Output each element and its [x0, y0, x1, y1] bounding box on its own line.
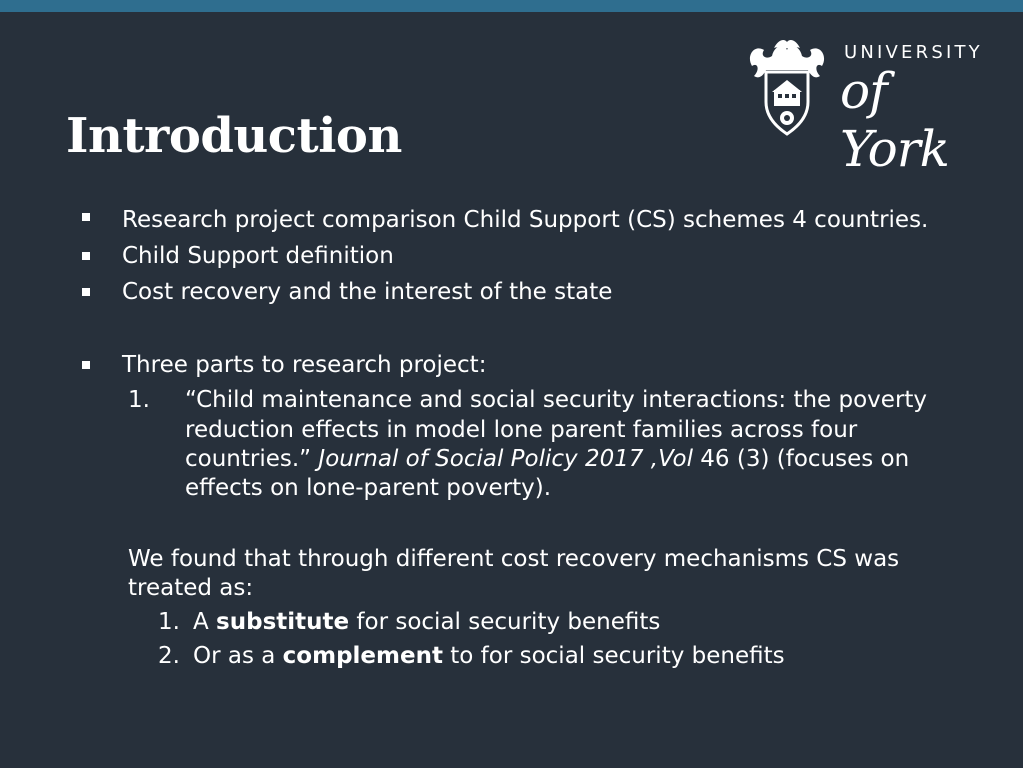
bullet-item: Research project comparison Child Support (CS) schemes 4 countries.	[122, 207, 929, 233]
bullet-marker	[82, 288, 90, 296]
project-item-line: “Child maintenance and social security interactions: the poverty	[185, 387, 928, 413]
top-accent-bar	[0, 0, 1023, 12]
treatment-item	[193, 607, 660, 637]
bullet-marker	[82, 252, 90, 260]
project-item-line: reduction effects in model lone parent families across four	[185, 417, 858, 443]
treatment-number: 2.	[158, 643, 180, 669]
bullet-item: Child Support definition	[122, 243, 394, 269]
findings-line: treated as:	[128, 575, 254, 601]
university-crest-icon	[744, 36, 830, 136]
logo-university-text: UNIVERSITY	[844, 42, 983, 63]
project-item-number: 1.	[128, 387, 150, 413]
bullet-item: Cost recovery and the interest of the state	[122, 279, 613, 305]
treatment-text: to for social security benefits	[442, 643, 785, 669]
bullet-marker	[82, 361, 90, 369]
logo-york-text: of York	[840, 62, 949, 178]
treatment-text: A	[193, 609, 217, 635]
university-logo	[744, 36, 994, 178]
treatment-keyword: substitute	[216, 609, 350, 635]
treatment-text: Or as a	[193, 643, 283, 669]
treatment-item	[193, 641, 785, 671]
treatment-text: for social security benefits	[349, 609, 661, 635]
treatment-number: 1.	[158, 609, 180, 635]
project-item-text: countries.”	[185, 446, 319, 472]
project-item-line: effects on lone-parent poverty).	[185, 475, 552, 501]
bullet-marker	[82, 213, 90, 221]
treatment-keyword: complement	[282, 643, 443, 669]
slide-title: Introduction	[66, 108, 402, 164]
findings-line: We found that through different cost recovery mechanisms CS was	[128, 546, 900, 572]
project-item-text: 46 (3) (focuses on	[692, 446, 910, 472]
project-item-line	[185, 444, 909, 474]
bullet-item: Three parts to research project:	[122, 352, 487, 378]
journal-name: Journal of Social Policy 2017 ,Vol	[318, 446, 693, 472]
